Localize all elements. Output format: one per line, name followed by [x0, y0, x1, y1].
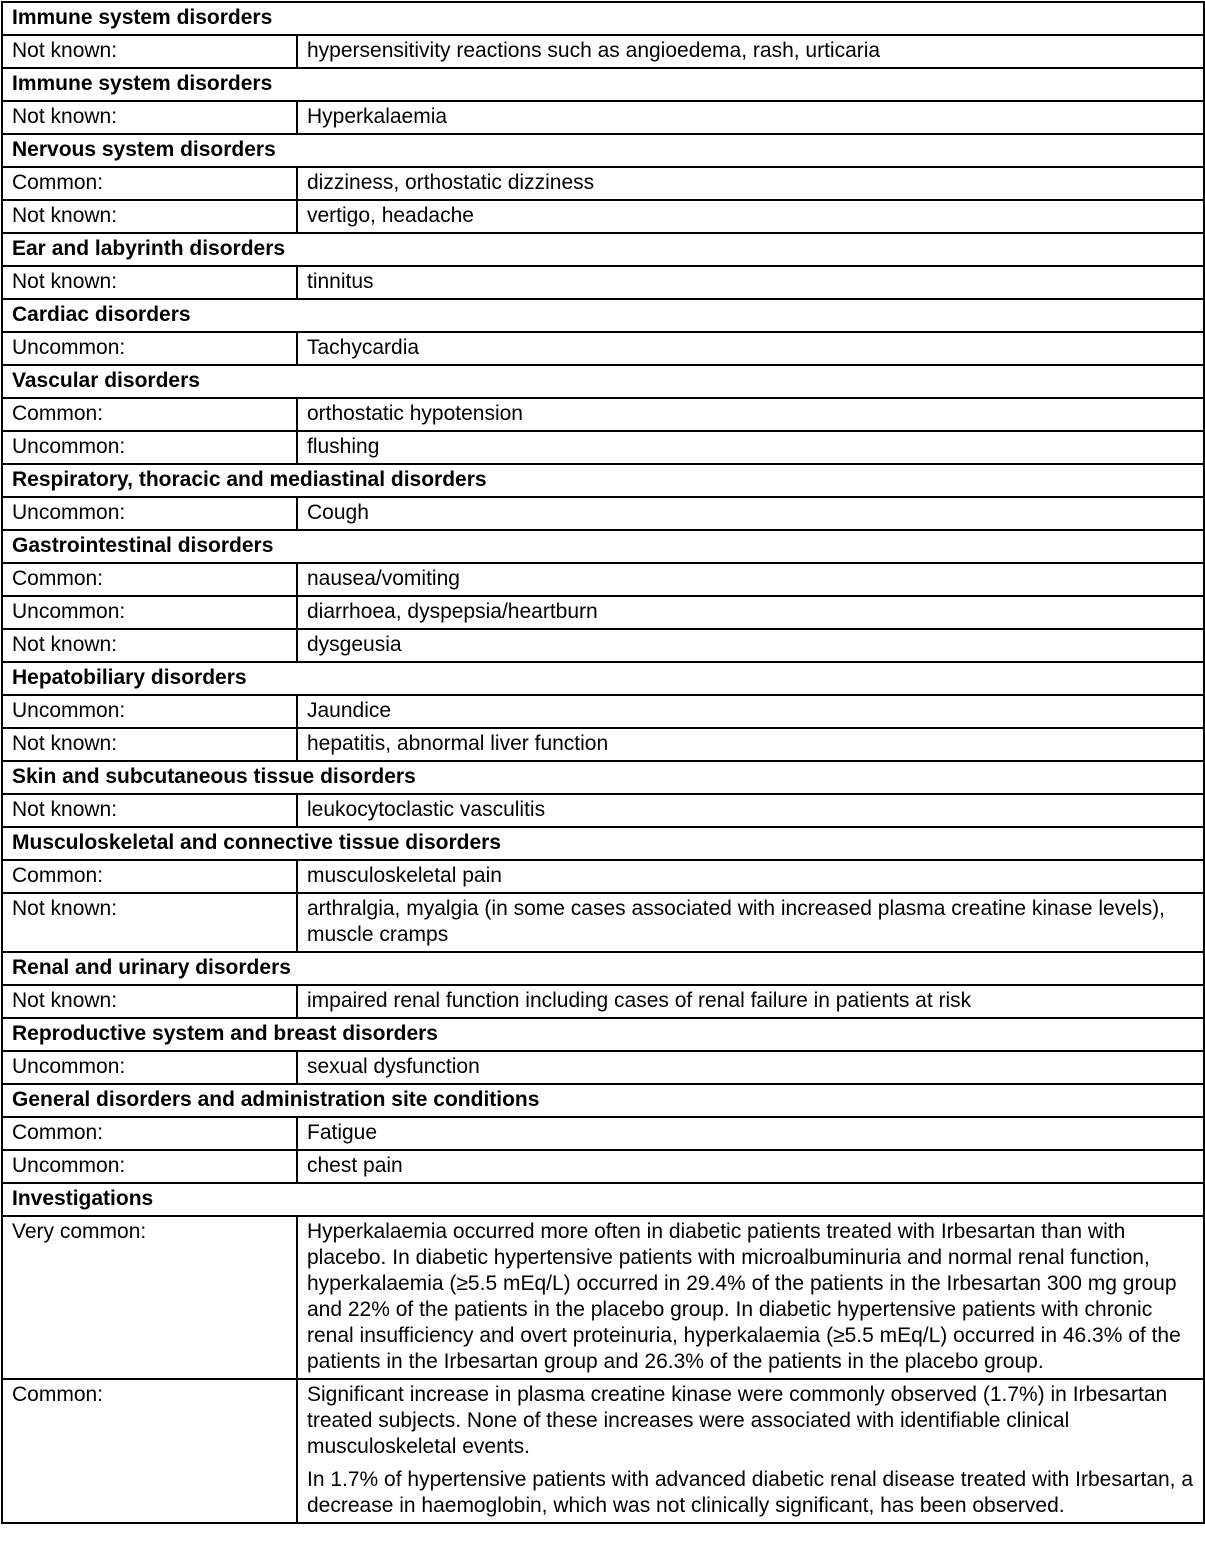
reaction-cell	[297, 1117, 1204, 1150]
reaction-text: Tachycardia	[307, 336, 420, 359]
section-heading: Reproductive system and breast disorders	[2, 1018, 1204, 1051]
frequency-cell: Common:	[2, 1379, 297, 1523]
section-row	[2, 464, 1204, 497]
frequency-cell: Common:	[2, 398, 297, 431]
section-heading: Cardiac disorders	[2, 299, 1204, 332]
frequency-cell: Uncommon:	[2, 431, 297, 464]
table-row	[2, 695, 1204, 728]
reaction-cell	[297, 398, 1204, 431]
reaction-cell	[297, 266, 1204, 299]
reaction-cell	[297, 728, 1204, 761]
reaction-cell	[297, 35, 1204, 68]
reaction-cell	[297, 332, 1204, 365]
table-row	[2, 629, 1204, 662]
reaction-cell	[297, 563, 1204, 596]
frequency-cell: Uncommon:	[2, 695, 297, 728]
reaction-text: hepatitis, abnormal liver function	[307, 732, 609, 755]
table-row	[2, 860, 1204, 893]
table-row	[2, 497, 1204, 530]
reaction-cell	[297, 794, 1204, 827]
section-heading: Ear and labyrinth disorders	[2, 233, 1204, 266]
reaction-cell	[297, 1051, 1204, 1084]
table-body	[2, 2, 1204, 1523]
table-row	[2, 266, 1204, 299]
table-row	[2, 200, 1204, 233]
table-row	[2, 1216, 1204, 1379]
frequency-cell: Common:	[2, 563, 297, 596]
frequency-cell: Uncommon:	[2, 1051, 297, 1084]
reaction-text: vertigo, headache	[307, 204, 474, 227]
section-heading: Immune system disorders	[2, 68, 1204, 101]
section-row	[2, 365, 1204, 398]
reaction-text: arthralgia, myalgia (in some cases associated with increased plasma creatine kinase levels), muscle cramps	[307, 897, 1165, 946]
reaction-cell	[297, 860, 1204, 893]
reaction-cell	[297, 1150, 1204, 1183]
reaction-cell	[297, 101, 1204, 134]
frequency-cell: Not known:	[2, 35, 297, 68]
section-heading: Gastrointestinal disorders	[2, 530, 1204, 563]
frequency-cell: Not known:	[2, 266, 297, 299]
section-row	[2, 952, 1204, 985]
table-row	[2, 1150, 1204, 1183]
table-row	[2, 1379, 1204, 1523]
adverse-reactions-table	[1, 1, 1205, 1524]
reaction-cell	[297, 985, 1204, 1018]
frequency-cell: Uncommon:	[2, 1150, 297, 1183]
section-heading: Skin and subcutaneous tissue disorders	[2, 761, 1204, 794]
section-row	[2, 1183, 1204, 1216]
frequency-cell: Uncommon:	[2, 497, 297, 530]
table-row	[2, 398, 1204, 431]
section-heading: Respiratory, thoracic and mediastinal disorders	[2, 464, 1204, 497]
table-row	[2, 794, 1204, 827]
section-heading: Musculoskeletal and connective tissue disorders	[2, 827, 1204, 860]
section-row	[2, 134, 1204, 167]
reaction-text: dysgeusia	[307, 633, 402, 656]
frequency-cell: Common:	[2, 1117, 297, 1150]
section-row	[2, 299, 1204, 332]
reaction-text: Fatigue	[307, 1121, 378, 1144]
frequency-cell: Not known:	[2, 101, 297, 134]
reaction-cell	[297, 200, 1204, 233]
reaction-text: nausea/vomiting	[307, 567, 460, 590]
reaction-text: hypersensitivity reactions such as angioedema, rash, urticaria	[307, 39, 881, 62]
reaction-cell	[297, 1216, 1204, 1379]
section-heading: Investigations	[2, 1183, 1204, 1216]
reaction-text: Cough	[307, 501, 369, 524]
frequency-cell: Uncommon:	[2, 332, 297, 365]
frequency-cell: Not known:	[2, 629, 297, 662]
table-row	[2, 431, 1204, 464]
table-row	[2, 893, 1204, 952]
table-row	[2, 728, 1204, 761]
reaction-text: Jaundice	[307, 699, 392, 722]
section-heading: Hepatobiliary disorders	[2, 662, 1204, 695]
section-heading: Renal and urinary disorders	[2, 952, 1204, 985]
section-heading: Immune system disorders	[2, 2, 1204, 35]
section-row	[2, 827, 1204, 860]
section-row	[2, 662, 1204, 695]
reaction-cell	[297, 695, 1204, 728]
frequency-cell: Not known:	[2, 985, 297, 1018]
reaction-text: tinnitus	[307, 270, 374, 293]
table-row	[2, 1051, 1204, 1084]
frequency-cell: Uncommon:	[2, 596, 297, 629]
frequency-cell: Not known:	[2, 200, 297, 233]
reaction-cell	[297, 1379, 1204, 1523]
reaction-text: orthostatic hypotension	[307, 402, 523, 425]
reaction-text: Hyperkalaemia occurred more often in diabetic patients treated with Irbesartan than with placebo. In diabetic hypertensive patients with microalbuminuria and normal renal function, hyperkalaemia (≥5.5 mEq/L) occurred in 29.4% of the patients in the Irbesartan 300 mg group and 22% of the patients in the placebo group. In diabetic hypertensive patients with chronic renal insufficiency and overt proteinuria, hyperkalaemia (≥5.5 mEq/L) occurred in 46.3% of the patients in the Irbesartan group and 26.3% of the patients in the placebo group.	[307, 1220, 1181, 1373]
frequency-cell: Not known:	[2, 728, 297, 761]
section-row	[2, 233, 1204, 266]
reaction-text: Significant increase in plasma creatine kinase were commonly observed (1.7%) in Irbesartan treated subjects. None of these increases were associated with identifiable clinical musculoskeletal events.	[307, 1383, 1168, 1458]
reaction-cell	[297, 629, 1204, 662]
reaction-text: sexual dysfunction	[307, 1055, 480, 1078]
reaction-text: chest pain	[307, 1154, 403, 1177]
table-row	[2, 596, 1204, 629]
reaction-text: In 1.7% of hypertensive patients with advanced diabetic renal disease treated with Irbesartan, a decrease in haemoglobin, which was not clinically significant, has been observed.	[307, 1468, 1194, 1517]
section-row	[2, 761, 1204, 794]
table-row	[2, 332, 1204, 365]
table-row	[2, 1117, 1204, 1150]
frequency-cell: Common:	[2, 167, 297, 200]
reaction-cell	[297, 596, 1204, 629]
table-row	[2, 985, 1204, 1018]
table-row	[2, 167, 1204, 200]
table-row	[2, 101, 1204, 134]
reaction-cell	[297, 497, 1204, 530]
section-row	[2, 2, 1204, 35]
frequency-cell: Not known:	[2, 893, 297, 952]
frequency-cell: Very common:	[2, 1216, 297, 1379]
section-row	[2, 1084, 1204, 1117]
table-row	[2, 35, 1204, 68]
section-heading: Vascular disorders	[2, 365, 1204, 398]
section-heading: General disorders and administration site conditions	[2, 1084, 1204, 1117]
table-row	[2, 563, 1204, 596]
section-row	[2, 530, 1204, 563]
reaction-text: flushing	[307, 435, 380, 458]
reaction-text: leukocytoclastic vasculitis	[307, 798, 546, 821]
reaction-text: Hyperkalaemia	[307, 105, 448, 128]
reaction-text: dizziness, orthostatic dizziness	[307, 171, 595, 194]
frequency-cell: Common:	[2, 860, 297, 893]
reaction-cell	[297, 893, 1204, 952]
section-row	[2, 68, 1204, 101]
reaction-text: musculoskeletal pain	[307, 864, 502, 887]
reaction-cell	[297, 431, 1204, 464]
section-row	[2, 1018, 1204, 1051]
reaction-cell	[297, 167, 1204, 200]
reaction-text: impaired renal function including cases of renal failure in patients at risk	[307, 989, 972, 1012]
reaction-text: diarrhoea, dyspepsia/heartburn	[307, 600, 598, 623]
frequency-cell: Not known:	[2, 794, 297, 827]
section-heading: Nervous system disorders	[2, 134, 1204, 167]
